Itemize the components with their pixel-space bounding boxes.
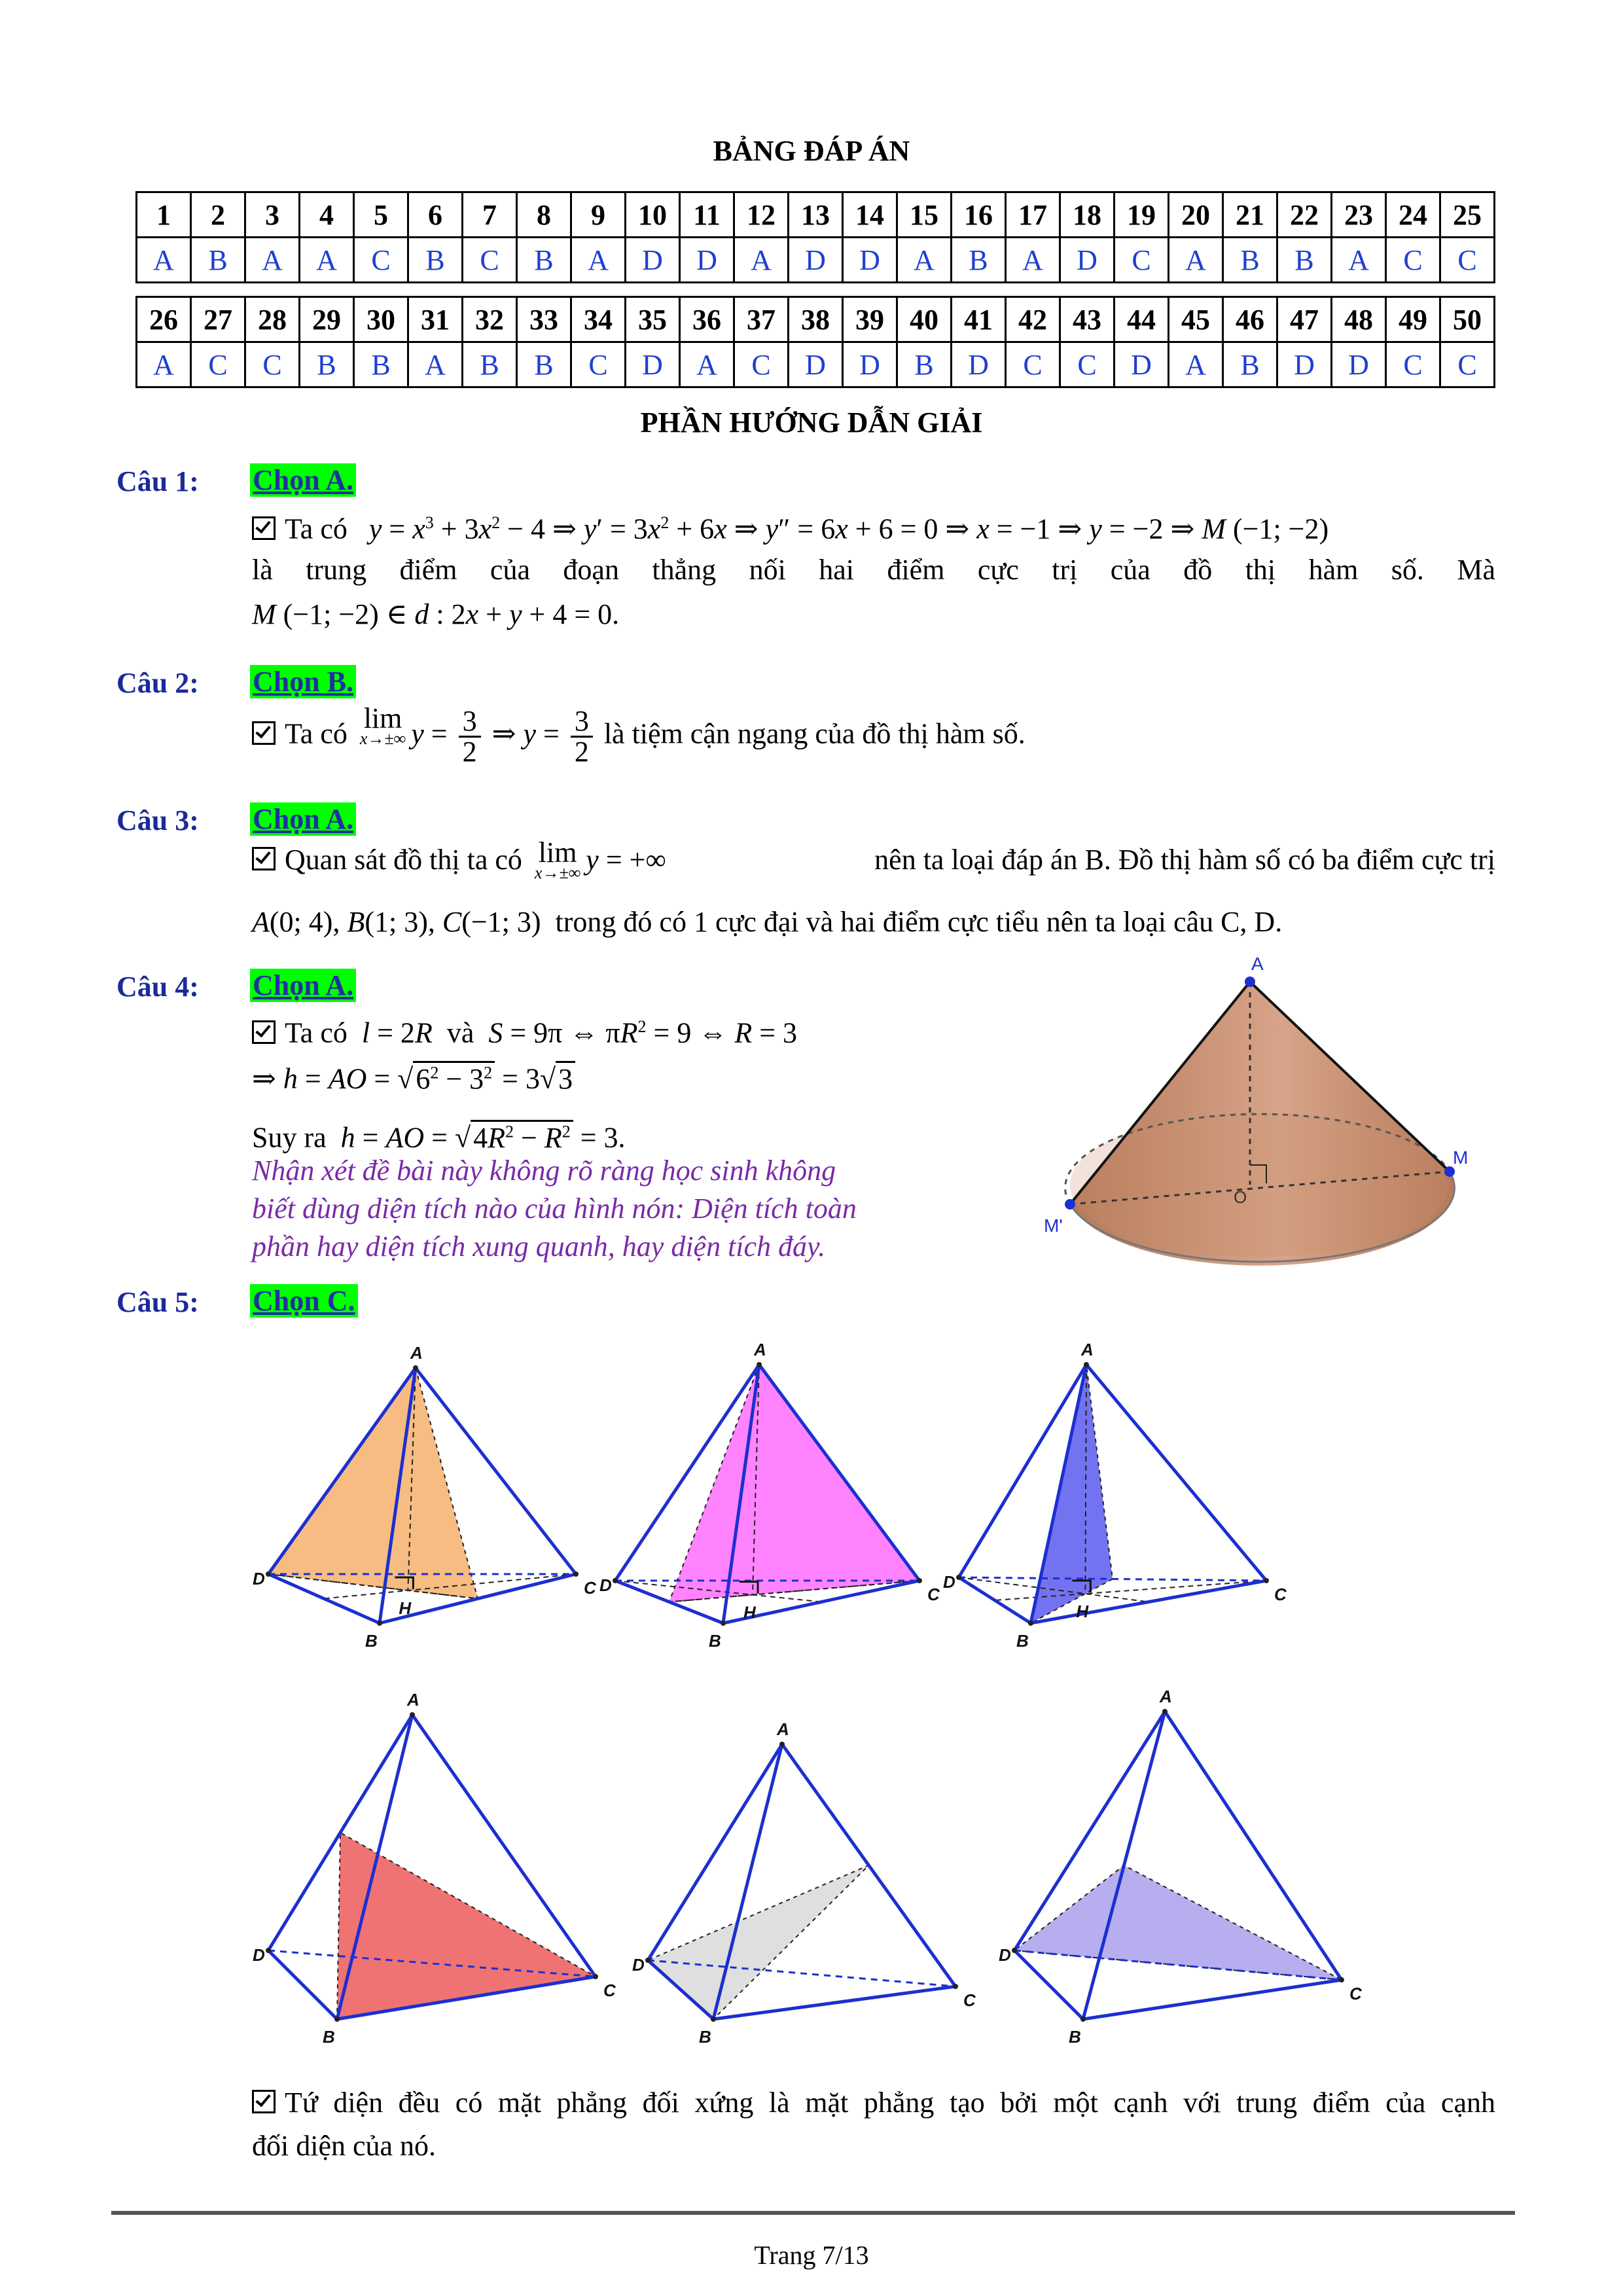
tetra-edge bbox=[268, 1950, 337, 2019]
q5-label: Câu 5: bbox=[116, 1286, 199, 1318]
vertex-label: H bbox=[743, 1602, 756, 1623]
symmetry-plane-fill bbox=[648, 1865, 869, 2019]
table1-answer-cell-12: A bbox=[734, 238, 789, 283]
table2-answer-cell-19: D bbox=[1115, 342, 1169, 387]
vertex-label: C bbox=[1349, 1984, 1362, 2003]
answer-table-1-numbers bbox=[137, 192, 1495, 238]
q4-note: Nhận xét đề bài này không rõ ràng học sinh không biết dùng diện tích nào của hình nón: Diện tích toàn phần hay diện tích xung quanh, hay diện tích đáy. bbox=[252, 1155, 857, 1263]
table1-number-cell-4: 4 bbox=[300, 192, 354, 238]
table1-answer-cell-8: B bbox=[517, 238, 571, 283]
table2-answer-cell-6: A bbox=[408, 342, 463, 387]
edge-dc bbox=[959, 1577, 1266, 1581]
vertex-label: B bbox=[365, 1631, 378, 1651]
q1-line2: là trung điểm của đoạn thẳng nối hai điểm cực trị của đồ thị hàm số. Mà bbox=[252, 554, 1495, 586]
q4-label: Câu 4: bbox=[116, 971, 199, 1003]
tetrahedron-4 bbox=[253, 1690, 616, 2047]
q1-label: Câu 1: bbox=[116, 465, 199, 497]
tetrahedron-3 bbox=[943, 1340, 1287, 1651]
table1-number-cell-23: 23 bbox=[1332, 192, 1386, 238]
tetra-edge bbox=[713, 1986, 955, 2019]
vertex-label: A bbox=[1160, 1687, 1172, 1706]
table1-number-cell-10: 10 bbox=[626, 192, 680, 238]
q3-choice: Chọn A. bbox=[250, 802, 356, 836]
table1-answer-cell-19: C bbox=[1115, 238, 1169, 283]
table1-answer-cell-22: B bbox=[1277, 238, 1332, 283]
table1-number-cell-1: 1 bbox=[137, 192, 191, 238]
table1-answer-cell-4: A bbox=[300, 238, 354, 283]
table2-number-cell-8: 33 bbox=[517, 297, 571, 342]
table1-answer-cell-24: C bbox=[1386, 238, 1440, 283]
table2-number-cell-18: 43 bbox=[1060, 297, 1115, 342]
table1-answer-cell-2: B bbox=[191, 238, 245, 283]
table2-answer-cell-1: A bbox=[137, 342, 191, 387]
table2-number-cell-24: 49 bbox=[1386, 297, 1440, 342]
answer-table-2 bbox=[135, 296, 1495, 388]
table1-answer-cell-11: D bbox=[680, 238, 734, 283]
cone-label-o: O bbox=[1234, 1187, 1247, 1207]
vertex-label: D bbox=[253, 1945, 265, 1965]
vertex-label: A bbox=[407, 1690, 419, 1710]
q3-line2: A(0; 4), B(1; 3), C(−1; 3) trong đó có 1 cực đại và hai điểm cực tiểu nên ta loại câu C, D. bbox=[252, 906, 1283, 938]
vertex-label: C bbox=[963, 1990, 976, 2010]
symmetry-plane-fill bbox=[1014, 1865, 1342, 1980]
table2-number-cell-3: 28 bbox=[245, 297, 300, 342]
table1-number-cell-5: 5 bbox=[354, 192, 408, 238]
vertex-label: D bbox=[599, 1575, 612, 1595]
table2-number-cell-13: 38 bbox=[789, 297, 843, 342]
answer-table-2-answers bbox=[137, 342, 1495, 387]
table1-answer-cell-20: A bbox=[1169, 238, 1223, 283]
vertex-label: B bbox=[1069, 2027, 1081, 2047]
table1-answer-cell-15: A bbox=[897, 238, 952, 283]
table2-answer-cell-4: B bbox=[300, 342, 354, 387]
checkbox-icon bbox=[252, 847, 276, 870]
table1-answer-cell-18: D bbox=[1060, 238, 1115, 283]
table1-number-cell-15: 15 bbox=[897, 192, 952, 238]
table1-number-cell-2: 2 bbox=[191, 192, 245, 238]
table2-answer-cell-3: C bbox=[245, 342, 300, 387]
cone-point-a bbox=[1245, 977, 1255, 987]
answer-key-title: BẢNG ĐÁP ÁN bbox=[713, 135, 910, 167]
table1-number-cell-17: 17 bbox=[1006, 192, 1060, 238]
table2-number-cell-12: 37 bbox=[734, 297, 789, 342]
q4-choice: Chọn A. bbox=[250, 969, 356, 1002]
tetrahedron-1 bbox=[253, 1343, 597, 1651]
answer-table-1-answers bbox=[137, 238, 1495, 283]
answer-table-2-numbers bbox=[137, 297, 1495, 342]
table2-answer-cell-24: C bbox=[1386, 342, 1440, 387]
table1-number-cell-12: 12 bbox=[734, 192, 789, 238]
table1-number-cell-3: 3 bbox=[245, 192, 300, 238]
table1-answer-cell-9: A bbox=[571, 238, 626, 283]
table2-number-cell-15: 40 bbox=[897, 297, 952, 342]
vertex-label: H bbox=[399, 1598, 412, 1618]
table2-answer-cell-7: B bbox=[463, 342, 517, 387]
table1-number-cell-18: 18 bbox=[1060, 192, 1115, 238]
q4-line3: Suy ra h = AO = $√4R^2 - R^2 = 3$. bbox=[252, 1113, 626, 1157]
table2-answer-cell-2: C bbox=[191, 342, 245, 387]
vertex-label: B bbox=[699, 2027, 711, 2047]
cone-point-m bbox=[1444, 1166, 1455, 1177]
symmetry-plane-fill bbox=[669, 1365, 920, 1602]
table1-answer-cell-1: A bbox=[137, 238, 191, 283]
table1-number-cell-19: 19 bbox=[1115, 192, 1169, 238]
table1-answer-cell-5: C bbox=[354, 238, 408, 283]
vertex-label: H bbox=[1076, 1602, 1089, 1621]
table2-answer-cell-9: C bbox=[571, 342, 626, 387]
checkbox-icon bbox=[252, 516, 276, 540]
table1-answer-cell-16: B bbox=[952, 238, 1006, 283]
table2-number-cell-20: 45 bbox=[1169, 297, 1223, 342]
vertex-label: B bbox=[709, 1631, 721, 1651]
table1-number-cell-24: 24 bbox=[1386, 192, 1440, 238]
vertex-label: D bbox=[253, 1569, 265, 1588]
cone-label-m-prime: M' bbox=[1044, 1215, 1063, 1236]
table2-number-cell-11: 36 bbox=[680, 297, 734, 342]
table1-number-cell-8: 8 bbox=[517, 192, 571, 238]
table2-number-cell-1: 26 bbox=[137, 297, 191, 342]
q1-line1: Ta có $y = x^3 + 3x^2 - 4$ ⇒ $y' = 3x^2 + 6x$ ⇒ y″ = 6x + 6 = 0 ⇒ x = −1 ⇒ y = −2 ⇒ M (−1; −2) bbox=[252, 504, 1329, 548]
table2-answer-cell-13: D bbox=[789, 342, 843, 387]
table1-answer-cell-7: C bbox=[463, 238, 517, 283]
table2-answer-cell-14: D bbox=[843, 342, 897, 387]
table2-number-cell-14: 39 bbox=[843, 297, 897, 342]
table1-number-cell-6: 6 bbox=[408, 192, 463, 238]
table1-number-cell-14: 14 bbox=[843, 192, 897, 238]
table2-number-cell-10: 35 bbox=[626, 297, 680, 342]
vertex-label: A bbox=[777, 1719, 789, 1739]
q5-conclusion: Tứ diện đều có mặt phẳng đối xứng là mặt phẳng tạo bởi một cạnh với trung điểm của cạnh đối diện của nó. bbox=[252, 2087, 1495, 2162]
table1-answer-cell-25: C bbox=[1440, 238, 1495, 283]
table2-answer-cell-16: D bbox=[952, 342, 1006, 387]
table1-answer-cell-6: B bbox=[408, 238, 463, 283]
vertex-label: A bbox=[754, 1340, 766, 1359]
section-title: PHẦN HƯỚNG DẪN GIẢI bbox=[640, 406, 983, 439]
table1-number-cell-16: 16 bbox=[952, 192, 1006, 238]
table1-number-cell-22: 22 bbox=[1277, 192, 1332, 238]
q2-choice: Chọn B. bbox=[250, 665, 356, 698]
q1-line3: M (−1; −2) ∈ d : 2x + y + 4 = 0. bbox=[252, 598, 620, 630]
table1-answer-cell-14: D bbox=[843, 238, 897, 283]
table2-answer-cell-21: B bbox=[1223, 342, 1277, 387]
vertex-label: D bbox=[943, 1572, 955, 1592]
tetra-edge bbox=[959, 1577, 1031, 1623]
vertex-label: B bbox=[323, 2027, 335, 2047]
table1-number-cell-21: 21 bbox=[1223, 192, 1277, 238]
q3-line1: Quan sát đồ thị ta có lim x→±∞ y = +∞ nên ta loại đáp án B. Đồ thị hàm số có ba điểm cực trị bbox=[252, 841, 1495, 882]
q3-label: Câu 3: bbox=[116, 804, 199, 836]
table1-number-cell-20: 20 bbox=[1169, 192, 1223, 238]
table2-number-cell-9: 34 bbox=[571, 297, 626, 342]
vertex-label: A bbox=[1081, 1340, 1094, 1359]
table1-answer-cell-17: A bbox=[1006, 238, 1060, 283]
tetra-edge bbox=[1086, 1365, 1266, 1581]
table1-number-cell-25: 25 bbox=[1440, 192, 1495, 238]
table2-answer-cell-15: B bbox=[897, 342, 952, 387]
tetrahedron-6 bbox=[999, 1687, 1363, 2047]
table1-answer-cell-3: A bbox=[245, 238, 300, 283]
q2-line1: Ta có lim x→±∞ y = $\frac{3}{2}$ ⇒ y = $\frac{3}{2}$ là tiệm cận ngang của đồ thị hàm số. bbox=[252, 707, 1026, 766]
q4-line1: Ta có l = 2R và S = 9π ⇔ $\pi R^2 = 9$ ⇔ R = 3 bbox=[252, 1008, 797, 1052]
symmetry-plane-fill bbox=[1031, 1365, 1113, 1623]
table2-answer-cell-12: C bbox=[734, 342, 789, 387]
vertex-label: D bbox=[999, 1945, 1011, 1965]
table2-number-cell-6: 31 bbox=[408, 297, 463, 342]
symmetry-plane-fill bbox=[268, 1368, 478, 1599]
table1-number-cell-11: 11 bbox=[680, 192, 734, 238]
q1-choice: Chọn A. bbox=[250, 463, 356, 497]
table2-number-cell-16: 41 bbox=[952, 297, 1006, 342]
table2-answer-cell-25: C bbox=[1440, 342, 1495, 387]
table1-number-cell-13: 13 bbox=[789, 192, 843, 238]
table2-answer-cell-20: A bbox=[1169, 342, 1223, 387]
table2-answer-cell-10: D bbox=[626, 342, 680, 387]
tetrahedron-2 bbox=[599, 1340, 940, 1651]
table1-answer-cell-10: D bbox=[626, 238, 680, 283]
table1-answer-cell-13: D bbox=[789, 238, 843, 283]
vertex-label: D bbox=[632, 1955, 645, 1975]
vertex-label: B bbox=[1016, 1631, 1029, 1651]
table1-number-cell-7: 7 bbox=[463, 192, 517, 238]
table2-number-cell-22: 47 bbox=[1277, 297, 1332, 342]
cone-figure bbox=[1041, 949, 1472, 1289]
tetra-edge bbox=[782, 1744, 955, 1986]
cone-label-a: A bbox=[1251, 954, 1264, 974]
footer-rule bbox=[111, 2211, 1515, 2215]
table2-number-cell-23: 48 bbox=[1332, 297, 1386, 342]
table1-number-cell-9: 9 bbox=[571, 192, 626, 238]
table2-number-cell-17: 42 bbox=[1006, 297, 1060, 342]
table2-number-cell-7: 32 bbox=[463, 297, 517, 342]
table2-answer-cell-17: C bbox=[1006, 342, 1060, 387]
vertex-label: C bbox=[927, 1585, 940, 1604]
table1-answer-cell-23: A bbox=[1332, 238, 1386, 283]
table2-number-cell-19: 44 bbox=[1115, 297, 1169, 342]
checkbox-icon bbox=[252, 1020, 276, 1044]
tetrahedron-5 bbox=[632, 1719, 976, 2047]
cone-label-m: M bbox=[1453, 1147, 1469, 1168]
table1-answer-cell-21: B bbox=[1223, 238, 1277, 283]
table2-answer-cell-22: D bbox=[1277, 342, 1332, 387]
table2-number-cell-4: 29 bbox=[300, 297, 354, 342]
q5-choice: Chọn C. bbox=[250, 1284, 358, 1318]
table2-answer-cell-5: B bbox=[354, 342, 408, 387]
tetrahedra-figures bbox=[0, 1322, 1623, 2075]
vertex-label: A bbox=[410, 1343, 423, 1363]
checkbox-icon bbox=[252, 721, 276, 745]
vertex-label: C bbox=[603, 1981, 616, 2000]
page-number: Trang 7/13 bbox=[754, 2240, 869, 2270]
q4-line2: ⇒ h = AO = $√6^2 - 3^2 = 3√3$ bbox=[252, 1054, 575, 1098]
table2-number-cell-2: 27 bbox=[191, 297, 245, 342]
answer-table-1 bbox=[135, 191, 1495, 283]
vertex-label: C bbox=[584, 1578, 596, 1598]
table2-number-cell-5: 30 bbox=[354, 297, 408, 342]
table2-answer-cell-23: D bbox=[1332, 342, 1386, 387]
q2-label: Câu 2: bbox=[116, 667, 199, 699]
tetra-edge bbox=[1083, 1712, 1165, 2019]
table2-answer-cell-18: C bbox=[1060, 342, 1115, 387]
table2-answer-cell-8: B bbox=[517, 342, 571, 387]
tetra-edge bbox=[1014, 1950, 1083, 2019]
vertex-label: C bbox=[1274, 1585, 1287, 1604]
checkbox-icon bbox=[252, 2090, 276, 2113]
table2-number-cell-21: 46 bbox=[1223, 297, 1277, 342]
cone-point-m-prime bbox=[1065, 1199, 1075, 1210]
table2-answer-cell-11: A bbox=[680, 342, 734, 387]
tetra-edge bbox=[1083, 1980, 1342, 2019]
table2-number-cell-25: 50 bbox=[1440, 297, 1495, 342]
